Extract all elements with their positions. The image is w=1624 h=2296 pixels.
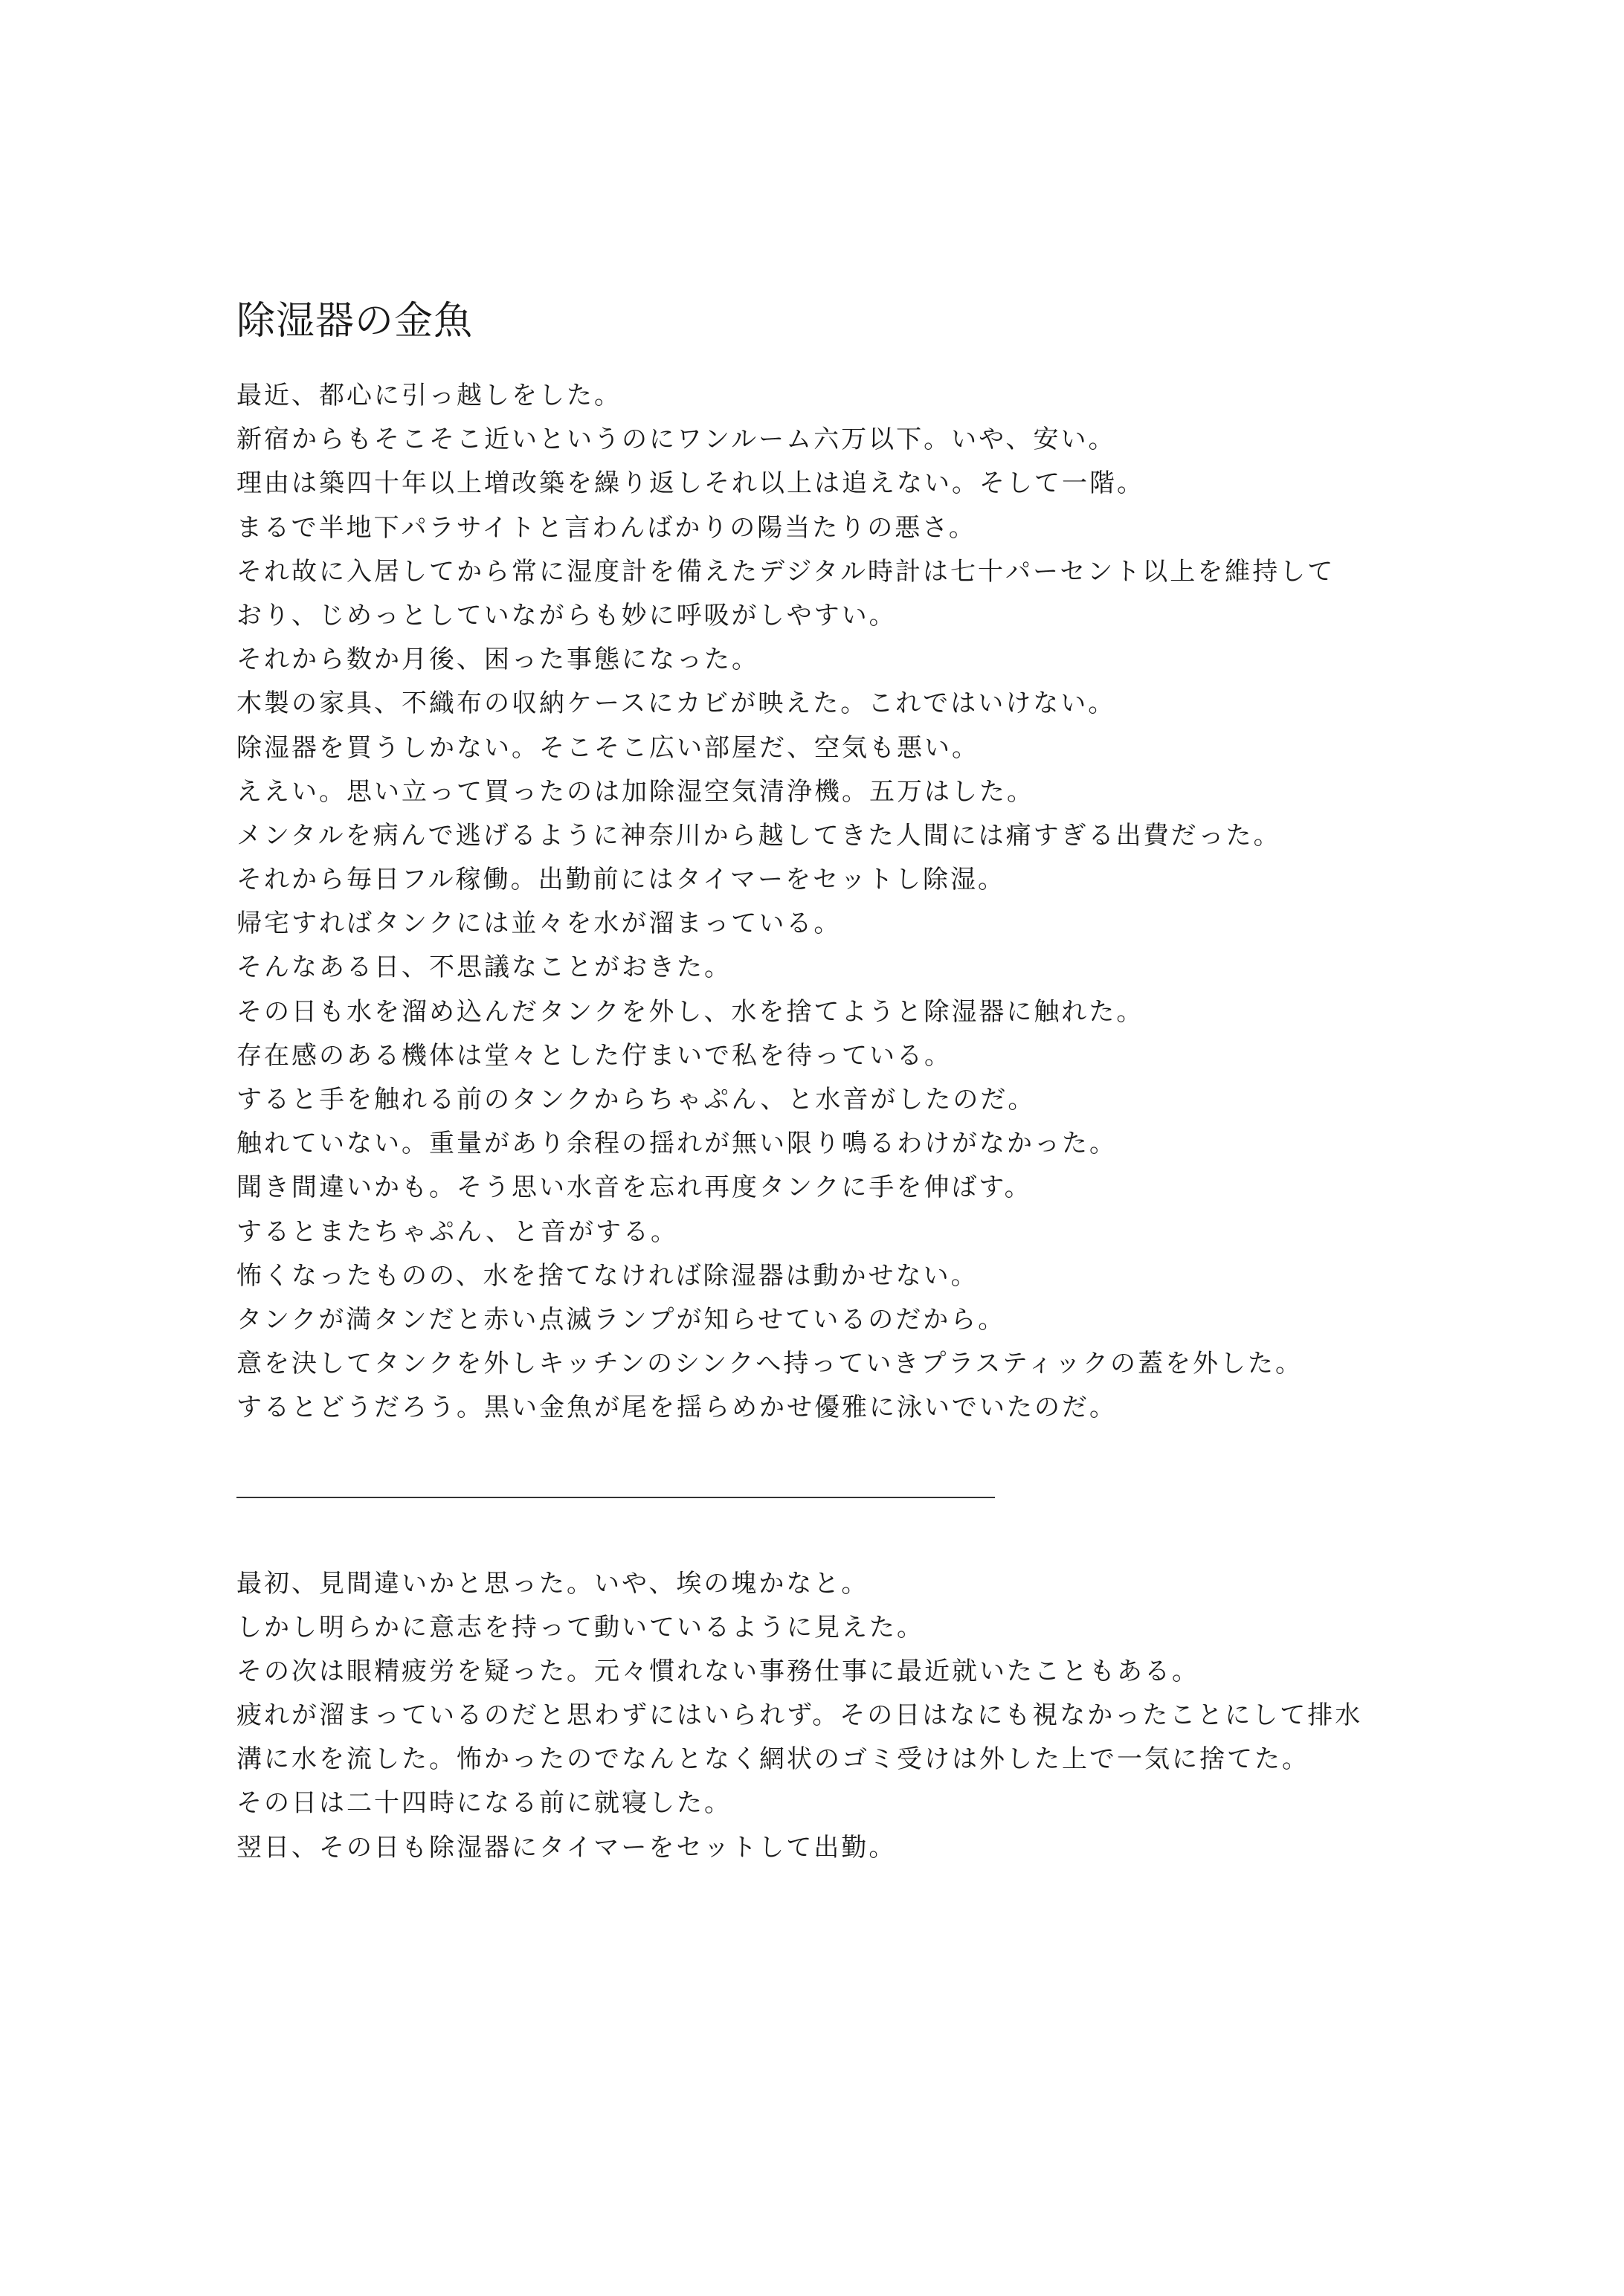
text-line: するとどうだろう。黒い金魚が尾を揺らめかせ優雅に泳いでいたのだ。 bbox=[236, 1393, 1117, 1423]
text-line: タンクが満タンだと赤い点滅ランプが知らせているのだから。 bbox=[236, 1304, 1006, 1335]
text-line: それから毎日フル稼働。出勤前にはタイマーをセットし除湿。 bbox=[236, 865, 1005, 895]
text-line: その日は二十四時になる前に就寝した。 bbox=[236, 1788, 732, 1819]
text-line: その次は眼精疲労を疑った。元々慣れない事務仕事に最近就いたこともある。 bbox=[236, 1656, 1199, 1686]
text-line: すると手を触れる前のタンクからちゃぷん、と水音がしたのだ。 bbox=[236, 1085, 1036, 1115]
text-line: 聞き間違いかも。そう思い水音を忘れ再度タンクに手を伸ばす。 bbox=[236, 1173, 1032, 1203]
text-line: 新宿からもそこそこ近いというのにワンルーム六万以下。いや、安い。 bbox=[236, 425, 1116, 455]
text-line: 意を決してタンクを外しキッチンのシンクへ持っていきプラスティックの蓋を外した。 bbox=[236, 1349, 1303, 1379]
text-line: 帰宅すればタンクには並々を水が溜まっている。 bbox=[236, 909, 842, 939]
story-title: 除湿器の金魚 bbox=[236, 299, 474, 344]
text-line: 疲れが溜まっているのだと思わずにはいられず。その日はなにも視なかったことにして排水 bbox=[236, 1700, 1363, 1731]
text-line: その日も水を溜め込んだタンクを外し、水を捨てようと除湿器に触れた。 bbox=[236, 996, 1144, 1027]
document-page bbox=[236, 294, 1501, 1870]
text-line: 翌日、その日も除湿器にタイマーをセットして出勤。 bbox=[236, 1832, 897, 1863]
text-line: ええい。思い立って買ったのは加除湿空気清浄機。五万はした。 bbox=[236, 776, 1034, 807]
story-section-1 bbox=[236, 374, 1501, 1431]
text-line: 存在感のある機体は堂々とした佇まいで私を待っている。 bbox=[236, 1040, 952, 1071]
text-line: 木製の家具、不織布の収納ケースにカビが映えた。これではいけない。 bbox=[236, 689, 1116, 719]
text-line: メンタルを病んで逃げるように神奈川から越してきた人間には痛すぎる出費だった。 bbox=[236, 820, 1281, 851]
text-line: するとまたちゃぷん、と音がする。 bbox=[236, 1216, 679, 1247]
story-section-2 bbox=[236, 1562, 1501, 1870]
text-line: まるで半地下パラサイトと言わんばかりの陽当たりの悪さ。 bbox=[236, 512, 976, 543]
text-line: 除湿器を買うしかない。そこそこ広い部屋だ、空気も悪い。 bbox=[236, 732, 979, 763]
text-line: それ故に入居してから常に湿度計を備えたデジタル時計は七十パーセント以上を維持して bbox=[236, 556, 1335, 587]
text-line: しかし明らかに意志を持って動いているように見えた。 bbox=[236, 1612, 924, 1642]
text-line: 最近、都心に引っ越しをした。 bbox=[236, 381, 622, 410]
text-line: おり、じめっとしていながらも妙に呼吸がしやすい。 bbox=[236, 600, 897, 631]
text-line: 理由は築四十年以上増改築を繰り返しそれ以上は追えない。そして一階。 bbox=[236, 468, 1144, 499]
text-line: 最初、見間違いかと思った。いや、埃の塊かなと。 bbox=[236, 1568, 869, 1599]
text-line: 触れていない。重量があり余程の揺れが無い限り鳴るわけがなかった。 bbox=[236, 1129, 1117, 1159]
text-line: 怖くなったものの、水を捨てなければ除湿器は動かせない。 bbox=[236, 1260, 979, 1291]
text-line: そんなある日、不思議なことがおきた。 bbox=[236, 952, 732, 983]
separator-line: ―――――――――――――――――――――――――――――――――― bbox=[236, 1483, 995, 1509]
text-line: それから数か月後、困った事態になった。 bbox=[236, 645, 759, 675]
scene-break bbox=[236, 1431, 1501, 1562]
text-line: 溝に水を流した。怖かったのでなんとなく網状のゴミ受けは外した上で一気に捨てた。 bbox=[236, 1744, 1309, 1775]
